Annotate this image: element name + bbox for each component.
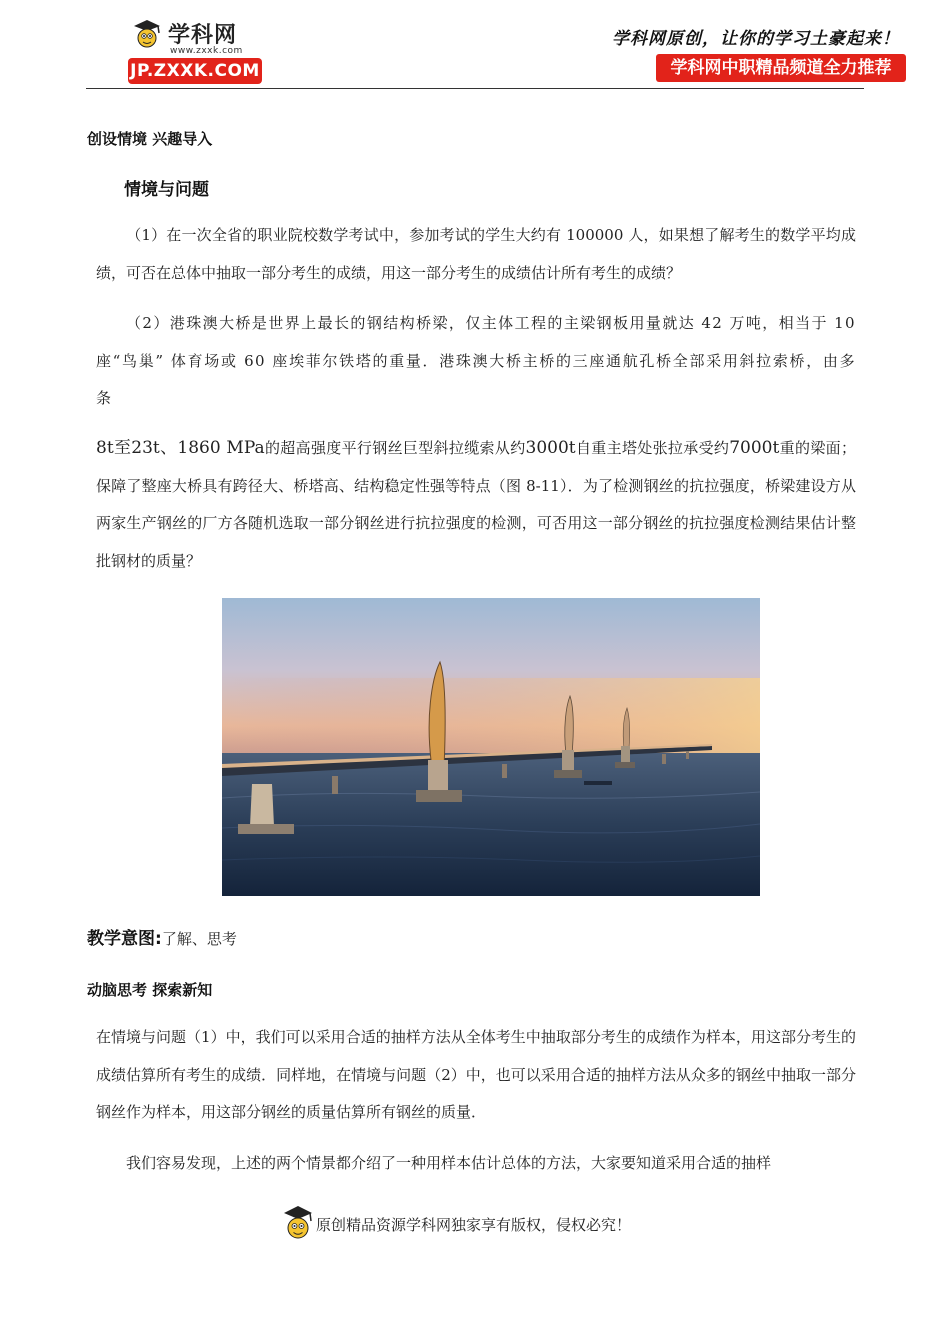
- bridge-photo: [222, 598, 760, 896]
- bridge-photo-image: [222, 598, 760, 896]
- logo-url: www.zxxk.com: [170, 46, 243, 56]
- zxxk-logo[interactable]: [128, 14, 268, 86]
- mascot-icon: [132, 18, 162, 50]
- question-1-paragraph: [96, 217, 856, 292]
- teaching-intent-label: 教学意图:: [87, 929, 162, 949]
- section-heading-intro: 创设情境 兴趣导入: [87, 130, 213, 148]
- tower-weight: 3000t: [525, 438, 576, 458]
- question-2-continuation: [96, 430, 856, 580]
- header-divider: [86, 88, 864, 89]
- explore-paragraph-2: [96, 1145, 856, 1183]
- cont-text-3: 重的梁面；保障了整座大桥具有跨径大、桥塔高、结构稳定性强等特点（图 8-11）．为了检测钢丝的抗拉强度，桥梁建设方从两家生产钢丝的厂方各随机选取一部分钢丝进行抗拉强度的检测，可否用这一部分钢丝的抗拉强度检测结果估计整批钢材的质量？: [96, 439, 856, 570]
- cont-text-2: 自重主塔处张拉承受约: [575, 439, 730, 457]
- cont-text-1: 的超高强度平行钢丝巨型斜拉缆索从约: [264, 439, 526, 457]
- header-slogan: 学科网原创，让你的学习土豪起来！: [612, 29, 900, 49]
- cable-spec: 8t至23t、1860 MPa: [96, 438, 265, 458]
- question-2-text: （2）港珠澳大桥是世界上最长的钢结构桥梁，仅主体工程的主梁钢板用量就达 42 万吨，相当于 10 座“鸟巢” 体育场或 60 座埃菲尔铁塔的重量．港珠澳大桥主桥的三座通航孔桥全部采用斜拉索桥，由多条: [96, 314, 856, 407]
- teaching-intent-text: 了解、思考: [161, 930, 237, 948]
- section-heading-explore: 动脑思考 探索新知: [87, 981, 213, 999]
- question-2-paragraph: [96, 305, 856, 418]
- logo-name: 学科网: [168, 23, 238, 48]
- question-1-text: （1）在一次全省的职业院校数学考试中，参加考试的学生大约有 100000 人，如果想了解考生的数学平均成绩，可否在总体中抽取一部分考生的成绩，用这一部分考生的成绩估计所有考生的成绩？: [96, 226, 856, 282]
- deck-weight: 7000t: [729, 438, 780, 458]
- explore-paragraph-1: 在情境与问题（1）中，我们可以采用合适的抽样方法从全体考生中抽取部分考生的成绩作为样本，用这部分考生的成绩估算所有考生的成绩．同样地，在情境与问题（2）中，也可以采用合适的抽样方法从众多的钢丝中抽取一部分钢丝作为样本，用这部分钢丝的质量估算所有钢丝的质量．: [96, 1028, 856, 1121]
- teaching-intent: [87, 924, 237, 949]
- promo-banner[interactable]: 学科网中职精品频道全力推荐: [656, 54, 906, 82]
- explore-paragraph-2-text: 我们容易发现，上述的两个情景都介绍了一种用样本估计总体的方法，大家要知道采用合适的抽样: [126, 1154, 772, 1172]
- copyright-notice: 原创精品资源学科网独家享有版权，侵权必究！: [316, 1216, 632, 1234]
- page-header: [0, 0, 950, 92]
- mascot-icon: [282, 1204, 314, 1242]
- logo-badge: JP.ZXXK.COM: [128, 58, 262, 84]
- sub-heading-situation: 情境与问题: [124, 180, 209, 200]
